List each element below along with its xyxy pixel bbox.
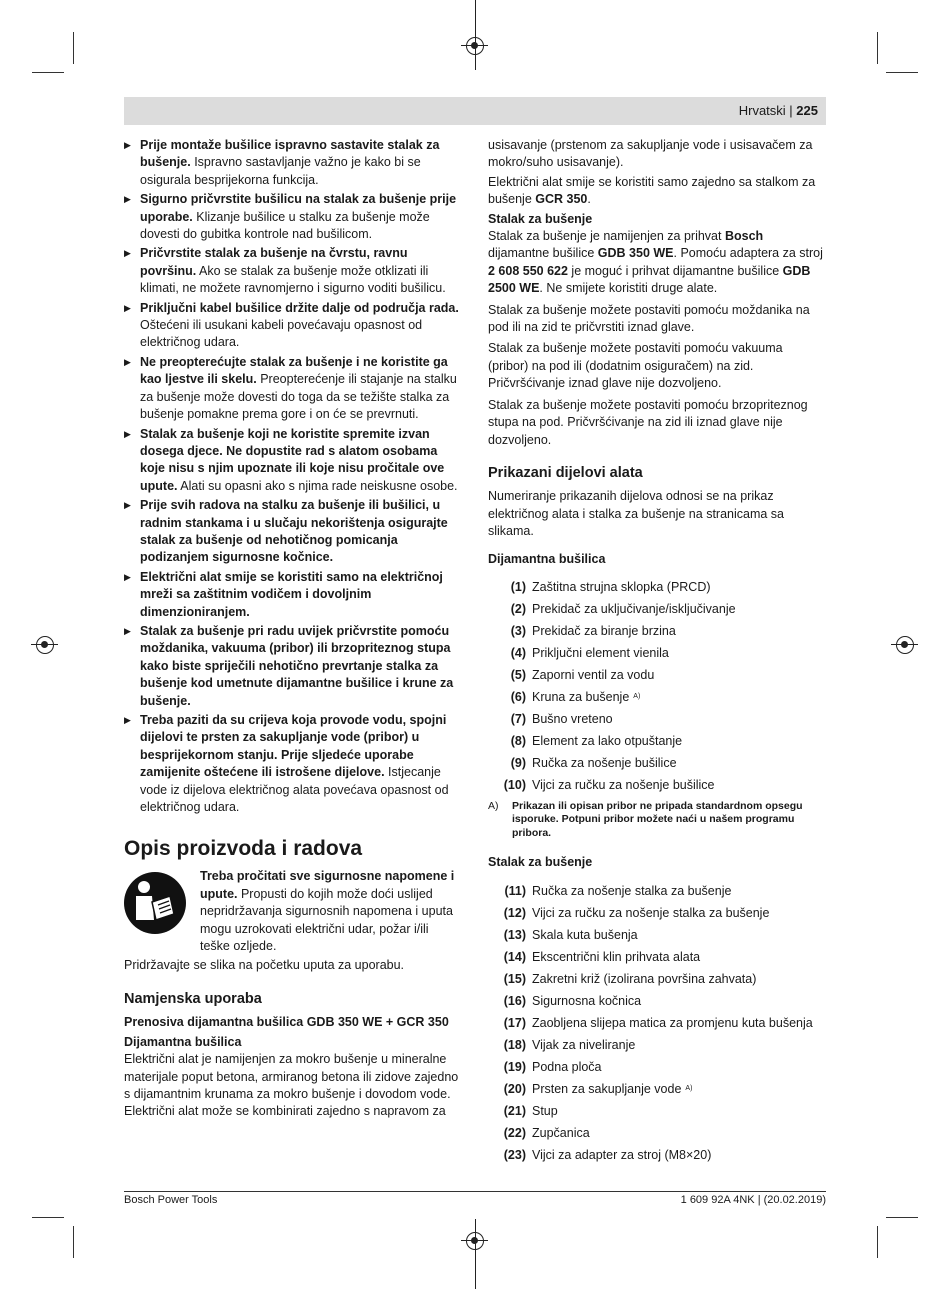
safety-notice-text: Treba pročitati sve sigurnosne napomene i upute. Propusti do kojih može doći uslijed nepridržavanja sigurnosnih napomena i uputa mogu uzrokovati električni udar, požar i/ili teške ozljede. xyxy=(200,869,455,954)
part-item xyxy=(488,598,826,620)
part-number: (2) xyxy=(510,601,526,616)
part-item xyxy=(488,774,826,796)
part-number: (7) xyxy=(510,711,526,726)
part-number: (17) xyxy=(503,1015,526,1030)
part-label: Kruna za bušenje xyxy=(532,689,630,704)
drill-text: Električni alat je namijenjen za mokro bušenje u mineralne materijale poput betona, armiranog betona ili zidove zajedno s dijamantnim krunama za mokro bušenje i dovodom vode. Električni alat može se kombinirati zajedno s napravom za xyxy=(124,1052,459,1119)
part-item xyxy=(488,990,826,1012)
part-item xyxy=(488,730,826,752)
part-item xyxy=(488,1034,826,1056)
part-label: Podna ploča xyxy=(532,1059,602,1074)
registration-mark-right xyxy=(896,636,914,654)
mount-text-1: Stalak za bušenje možete postaviti pomoću moždanika na pod ili na zid te pričvrstiti iznad glave. xyxy=(488,302,810,335)
part-footnote-ref: A) xyxy=(685,1084,693,1092)
crop-mark xyxy=(886,72,918,73)
part-item xyxy=(488,902,826,924)
registration-mark-bottom xyxy=(466,1232,484,1250)
part-number: (11) xyxy=(504,883,526,898)
part-number: (14) xyxy=(503,949,526,964)
safety-notice xyxy=(124,868,461,955)
part-number: (1) xyxy=(510,579,526,594)
part-item xyxy=(488,880,826,902)
part-number: (22) xyxy=(503,1125,526,1140)
part-label: Prekidač za biranje brzina xyxy=(532,623,676,638)
crop-mark xyxy=(73,1226,74,1258)
safety-bullet: ▶ Električni alat smije se koristiti samo na električnoj mreži sa zaštitnim vodičem i dovoljnim dimenzioniranjem. xyxy=(124,569,461,621)
crop-mark xyxy=(73,32,74,64)
right-column xyxy=(488,137,826,1166)
parts-heading: Prikazani dijelovi alata xyxy=(488,464,643,481)
crop-mark xyxy=(32,1217,64,1218)
part-item xyxy=(488,1144,826,1166)
registration-mark-top xyxy=(466,37,484,55)
stand-heading: Stalak za bušenje xyxy=(488,211,593,226)
part-number: (12) xyxy=(503,905,526,920)
read-manual-icon xyxy=(124,872,186,934)
page-header xyxy=(124,97,826,125)
page-footer xyxy=(124,1191,826,1206)
safety-bullet: ▶ Stalak za bušenje pri radu uvijek pričvrstite pomoću moždanika, vakuuma (pribor) ili brzopriteznog stupa kako biste spriječili nehotično prevrtanje stalka za bušenje kod umetnute dijamantne bušilice i krune za bušenje. xyxy=(124,623,461,710)
footer-doc-id: 1 609 92A 4NK | (20.02.2019) xyxy=(680,1194,826,1206)
part-item xyxy=(488,686,826,708)
part-number: (20) xyxy=(503,1081,526,1096)
mount-text-3: Stalak za bušenje možete postaviti pomoću brzopriteznog stupa na pod. Pričvršćivanje na zid ili iznad glave nije dozvoljeno. xyxy=(488,397,808,447)
part-label: Stup xyxy=(532,1103,558,1118)
part-label: Zupčanica xyxy=(532,1125,590,1140)
part-item xyxy=(488,1012,826,1034)
part-label: Bušno vreteno xyxy=(532,711,613,726)
part-label: Prsten za sakupljanje vode xyxy=(532,1081,682,1096)
part-label: Zakretni križ (izolirana površina zahvata) xyxy=(532,971,757,986)
registration-mark-bottom-line xyxy=(475,1219,476,1289)
part-number: (3) xyxy=(510,623,526,638)
part-number: (13) xyxy=(503,927,526,942)
page-number: 225 xyxy=(796,103,818,118)
safety-bullet: ▶ Pričvrstite stalak za bušenje na čvrstu, ravnu površinu. Ako se stalak za bušenje može otklizati ili klimati, ne možete ravnomjerno i sigurno voditi bušilicu. xyxy=(124,245,461,297)
crop-mark xyxy=(32,72,64,73)
part-number: (23) xyxy=(503,1147,526,1162)
drill-parts-heading: Dijamantna bušilica xyxy=(488,551,606,566)
intended-use-heading: Namjenska uporaba xyxy=(124,990,262,1007)
drill-heading: Dijamantna bušilica xyxy=(124,1034,242,1049)
part-number: (4) xyxy=(510,645,526,660)
part-number: (21) xyxy=(503,1103,526,1118)
part-label: Zaporni ventil za vodu xyxy=(532,667,655,682)
header-text: Hrvatski | 225 xyxy=(738,103,818,118)
stand-only-text: Električni alat smije se koristiti samo zajedno sa stalkom za bušenje GCR 350. xyxy=(488,174,816,207)
part-label: Element za lako otpuštanje xyxy=(532,733,683,748)
part-label: Zaobljena slijepa matica za promjenu kuta bušenja xyxy=(532,1015,813,1030)
part-number: (6) xyxy=(510,689,526,704)
part-label: Prekidač za uključivanje/isključivanje xyxy=(532,601,736,616)
part-number: (19) xyxy=(503,1059,526,1074)
figure-note: Pridržavajte se slika na početku uputa za uporabu. xyxy=(124,958,405,973)
part-number: (10) xyxy=(503,777,526,792)
part-item xyxy=(488,1100,826,1122)
part-item xyxy=(488,642,826,664)
safety-bullet-list xyxy=(124,137,461,816)
footer-brand: Bosch Power Tools xyxy=(124,1194,218,1206)
part-item xyxy=(488,1078,826,1100)
part-item xyxy=(488,1122,826,1144)
part-label: Sigurnosna kočnica xyxy=(532,993,642,1008)
safety-bullet: ▶ Stalak za bušenje koji ne koristite spremite izvan dosega djece. Ne dopustite rad s alatom osobama koje nisu s njim upoznate ili koje nisu pročitale ove upute. Alati su opasni ako s njima rade neiskusne osobe. xyxy=(124,426,461,496)
drill-parts-list xyxy=(488,576,826,796)
header-language: Hrvatski xyxy=(738,103,786,118)
part-number: (9) xyxy=(510,755,526,770)
part-item xyxy=(488,752,826,774)
part-item xyxy=(488,620,826,642)
part-item xyxy=(488,924,826,946)
part-number: (18) xyxy=(503,1037,526,1052)
section-title: Opis proizvoda i radova xyxy=(124,837,363,861)
part-number: (8) xyxy=(510,733,526,748)
part-item xyxy=(488,576,826,598)
safety-bullet: ▶ Ne preopterećujte stalak za bušenje i ne koristite ga kao ljestve ili skelu. Preopterećenje ili stajanje na stalku za bušenje može dovesti do toga da se težište stalka za bušenje pomakne prema gore i on će se prevrnuti. xyxy=(124,354,461,424)
part-label: Ekscentrični klin prihvata alata xyxy=(532,949,701,964)
part-label: Priključni element vienila xyxy=(532,645,669,660)
safety-bullet: ▶ Prije montaže bušilice ispravno sastavite stalak za bušenje. Ispravno sastavljanje važno je kako bi se osigurala besprijekorna funkcija. xyxy=(124,137,461,189)
part-footnote-ref: A) xyxy=(633,692,641,700)
part-label: Ručka za nošenje bušilice xyxy=(532,755,677,770)
part-item xyxy=(488,664,826,686)
registration-mark-left xyxy=(36,636,54,654)
stand-parts-list xyxy=(488,880,826,1166)
part-number: (15) xyxy=(503,971,526,986)
safety-bullet: ▶ Treba paziti da su crijeva koja provode vodu, spojni dijelovi te prsten za sakupljanje vode (pribor) u besprijekornom stanju. Prije sljedeće uporabe zamijenite oštećene ili istrošene dijelove. Istjecanje vode iz dijelova električnog alata povećava opasnost od električnog udara. xyxy=(124,712,461,816)
part-label: Zaštitna strujna sklopka (PRCD) xyxy=(532,579,711,594)
mount-text-2: Stalak za bušenje možete postaviti pomoću vakuuma (pribor) na pod ili (dodatnim osiguračem) na zid. Pričvršćivanje iznad glave nije dozvoljeno. xyxy=(488,341,783,391)
footnote-mark: A) xyxy=(488,799,499,812)
part-label: Ručka za nošenje stalka za bušenje xyxy=(532,883,732,898)
safety-bullet: ▶ Priključni kabel bušilice držite dalje od područja rada. Oštećeni ili usukani kabeli povećavaju opasnost od električnog udara. xyxy=(124,300,461,352)
part-label: Skala kuta bušenja xyxy=(532,927,638,942)
footnote xyxy=(488,800,826,841)
footnote-text: Prikazan ili opisan pribor ne pripada standardnom opsegu isporuke. Potpuni pribor možete naći u našem programu pribora. xyxy=(512,799,803,839)
crop-mark xyxy=(877,1226,878,1258)
crop-mark xyxy=(886,1217,918,1218)
part-item xyxy=(488,1056,826,1078)
product-heading: Prenosiva dijamantna bušilica GDB 350 WE + GCR 350 xyxy=(124,1015,449,1030)
registration-mark-top-line xyxy=(475,0,476,70)
part-label: Vijci za adapter za stroj (M8×20) xyxy=(532,1147,712,1162)
part-item xyxy=(488,946,826,968)
left-column xyxy=(124,137,461,1123)
part-label: Vijci za ručku za nošenje bušilice xyxy=(532,777,715,792)
stand-parts-heading: Stalak za bušenje xyxy=(488,855,593,870)
part-number: (16) xyxy=(503,993,526,1008)
continuation-text: usisavanje (prstenom za sakupljanje vode i usisavačem za mokro/suho usisavanje). xyxy=(488,138,813,170)
parts-intro: Numeriranje prikazanih dijelova odnosi se na prikaz električnog alata i stalka za bušenje na stranicama sa slikama. xyxy=(488,489,784,539)
stand-text: Stalak za bušenje je namijenjen za prihvat Bosch dijamantne bušilice GDB 350 WE. Pomoću adaptera za stroj 2 608 550 622 je moguć i prihvat dijamantne bušilice GDB 2500 WE. Ne smijete koristiti druge alate. xyxy=(488,229,823,296)
part-label: Vijci za ručku za nošenje stalka za bušenje xyxy=(532,905,770,920)
crop-mark xyxy=(877,32,878,64)
part-item xyxy=(488,708,826,730)
part-item xyxy=(488,968,826,990)
safety-bullet: ▶ Sigurno pričvrstite bušilicu na stalak za bušenje prije uporabe. Klizanje bušilice u stalku za bušenje može dovesti do gubitka kontrole nad bušilicom. xyxy=(124,191,461,243)
safety-bullet: ▶ Prije svih radova na stalku za bušenje ili bušilici, u radnim stankama i u slučaju nekorištenja osigurajte stalak za bušenje od nehotičnog pomicanja podizanjem sigurnosne kočnice. xyxy=(124,497,461,567)
part-label: Vijak za niveliranje xyxy=(532,1037,636,1052)
part-number: (5) xyxy=(510,667,526,682)
